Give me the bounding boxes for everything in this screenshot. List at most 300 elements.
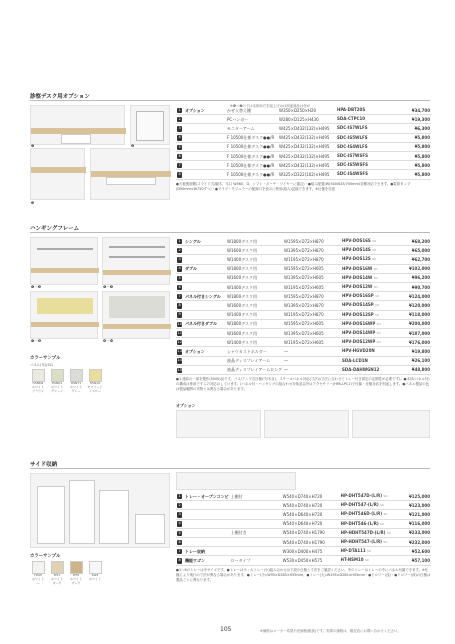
product-tag: SD [386, 530, 391, 535]
table-row [176, 556, 431, 565]
row-number-badge: 6 [178, 284, 181, 289]
product-code: HPV-DOS14SP SD [342, 302, 380, 308]
table-row [176, 152, 431, 161]
product-category: パネル付きシングル [185, 293, 221, 299]
product-size: W425×D432(132)×H495 [279, 125, 330, 131]
table-row [176, 365, 431, 374]
hanging-frame-image [30, 237, 98, 285]
swatch-code: FWW [34, 573, 42, 577]
product-category [184, 142, 226, 151]
table-row [176, 492, 431, 501]
page-number: 105 [220, 626, 232, 633]
product-size: W540×D740×H720 [282, 502, 323, 508]
product-description: かぜ入替え棚 [227, 107, 251, 113]
product-category [184, 501, 230, 510]
product-description: W1400デスク用 [227, 284, 257, 290]
product-code: SDC-IS7WLFS [337, 125, 368, 131]
product-tag: SD [380, 503, 385, 508]
row-number-badge: 2 [178, 248, 181, 252]
product-price: ¥19,300 [411, 116, 430, 122]
table-row [176, 124, 431, 133]
product-price: ¥65,000 [411, 247, 430, 253]
product-description: モニターアーム [227, 125, 255, 131]
swatch-code: HSN71 [70, 381, 82, 385]
product-code: HPV-HGVD20N [342, 348, 375, 354]
product-description [230, 538, 282, 547]
product-description [230, 519, 282, 528]
desk-option-image [90, 148, 170, 200]
product-size: W1395×D72×H870 [284, 247, 324, 253]
product-price: ¥120,000 [408, 302, 430, 308]
row-number-badge: 14 [177, 358, 182, 363]
product-category [184, 356, 226, 365]
product-size: W1595×D72×H605 [284, 266, 324, 272]
table-row [176, 329, 431, 338]
spec-note: ●1 連結の一部を製作(5000)品です。バス/アンプ式仕様(中/木目)、スチールパネル対応(寸法は寸法に合わせてトレー付き固定の定期性が必要です)。●本体(パネル付)の構成は専用ですらの対応はしています。(パネル付・ハンギングの組合わせ対象品以外はアクセサリー(HPA-LPC1)で付属・仕様対応を別途します。●パネル製品の色は製品範囲の実物とは異なる場合があります。 [176, 377, 430, 392]
product-code: HPV-DOS14WP SD [342, 330, 381, 336]
product-description: F 10500仕様デスク●●/R [227, 144, 275, 150]
swatch-code: HSN1U [89, 381, 101, 385]
product-size: W540×D740×H1790 [282, 539, 325, 545]
color-sample-title: カラーサンプル [30, 356, 61, 361]
swatch-label: ホワイト ― [32, 576, 44, 585]
product-category: オプション [185, 348, 205, 354]
table-row [176, 292, 431, 301]
row-number-badge: 7 [178, 294, 181, 299]
product-size: W1595×D72×H605 [284, 321, 324, 327]
row-number-badge: 3 [178, 512, 181, 517]
row-number-badge: 6 [178, 539, 181, 544]
product-tag: SD [376, 331, 381, 336]
product-price: ¥90,700 [411, 284, 430, 290]
row-number-badge: 3 [178, 257, 181, 262]
swatch-label: ホワイト [89, 576, 101, 581]
product-tag: SD [376, 340, 381, 345]
product-code: HPV-DOS12S SD [342, 256, 377, 262]
product-description [230, 501, 282, 510]
product-code: HP-DHT546D-(L/R) SD [340, 511, 388, 517]
product-size: W300×D400×H475 [282, 548, 323, 554]
caption: ※❶～❼のでは本体両方を組上げはは別途商品は付が [230, 104, 311, 108]
product-size: W1395×D72×H870 [284, 302, 324, 308]
product-category: パネル付きダブル [185, 321, 217, 327]
product-code: HP-DHT547D-(L/R) SD [340, 493, 388, 498]
row-number-badge: 12 [177, 340, 182, 345]
row-number-badge: 5 [178, 530, 181, 535]
product-tag: SD [375, 294, 380, 299]
product-tag: SD [375, 312, 380, 317]
row-number-badge: 8 [178, 172, 181, 177]
table-row [176, 547, 431, 556]
product-description [230, 547, 282, 556]
tray-image [176, 472, 296, 490]
swatch-label: ホワイト ブラウン [31, 384, 44, 393]
product-price: ¥118,000 [408, 312, 430, 318]
table-row [176, 115, 431, 124]
table-row [176, 264, 431, 273]
swatch-code: MT1 [53, 573, 61, 577]
product-code: SDA-DAHWGN12 [342, 366, 380, 372]
row-number-badge: 2 [178, 117, 181, 121]
product-description: 液晶ディスプレイアームロング [227, 367, 282, 373]
product-price: ¥121,000 [408, 511, 430, 517]
figure-label: ❼～❽ [31, 339, 42, 343]
product-price: ¥68,200 [411, 238, 430, 244]
product-description: F 10500仕様デスク●●/R [227, 135, 275, 141]
product-price: ¥48,800 [411, 367, 430, 373]
product-code: HP-DHT547-(L/R) SD [340, 502, 385, 508]
product-category [184, 246, 226, 255]
product-size: W1195×D72×H870 [284, 256, 324, 262]
product-description: F 10500仕様デスク●●/R [227, 171, 275, 177]
side-storage-image [30, 473, 170, 548]
product-price: ¥52,600 [411, 548, 430, 554]
product-description: W1400デスク用 [227, 256, 257, 262]
product-size: W1595×D72×H870 [284, 293, 324, 299]
color-swatch-item [30, 369, 46, 393]
product-category [184, 133, 226, 142]
product-code: HPV-DOS16W SD [342, 265, 378, 271]
product-description: PCハンガー [227, 116, 249, 122]
hanging-frame-image [102, 237, 170, 285]
swatch-label: モスリート イエロー [87, 384, 103, 393]
color-swatch-item [68, 561, 84, 585]
section-rule [30, 468, 430, 469]
product-description: 液晶ディスプレイアーム [227, 358, 271, 364]
product-price: ¥5,800 [414, 144, 430, 150]
table-row [176, 273, 431, 282]
swatch-code: SW4 [91, 573, 99, 577]
table-row [176, 510, 431, 519]
spec-table-side [176, 492, 431, 583]
row-number-badge: 1 [178, 238, 181, 243]
product-category [184, 329, 226, 338]
product-category: トレー・オープンコンビ [185, 493, 229, 499]
row-number-badge: 3 [178, 126, 181, 131]
product-price: ¥5,800 [414, 171, 430, 177]
product-tag: SD [373, 266, 378, 271]
product-category [184, 115, 226, 124]
product-category [184, 510, 230, 519]
product-description [230, 510, 282, 519]
product-size: W530×D450×H575 [282, 557, 323, 563]
product-size: W1195×D72×H605 [284, 339, 324, 345]
product-category [184, 310, 226, 319]
product-price: ¥26,100 [411, 358, 430, 364]
product-description: F 10500仕様デスク●●/R [227, 162, 275, 168]
product-tag: SD [372, 248, 377, 253]
row-number-badge: 10 [177, 321, 182, 326]
spec-note: ●天板裏面側(スライド式/幅木、木口 W560、D、シフト・ポーチ・ワイヤーに適合)・●組み配置(W(500/625/750mm)各種対応できます。●電源タップ(D90mm×W750ずつ)・●プラグ・モジュラーの配線口を表示に使用(組み)記録できます。※仕様を変更 [176, 181, 411, 191]
spec-table-exam [176, 106, 431, 192]
figure-label: ❷ [131, 144, 135, 148]
product-category: オプション [185, 107, 205, 113]
product-category [184, 152, 226, 161]
row-number-badge: 13 [177, 349, 182, 354]
table-row [176, 347, 431, 356]
color-swatch-item [87, 561, 103, 585]
product-category [184, 255, 226, 264]
table-row [176, 301, 431, 310]
product-price: ¥102,000 [408, 266, 430, 272]
product-category [184, 538, 230, 547]
section-rule [30, 100, 430, 101]
option-label: オプション [176, 403, 196, 408]
table-row [176, 142, 431, 151]
product-size: W1595×D72×H870 [284, 238, 324, 244]
product-category [184, 161, 226, 170]
row-number-badge: 4 [178, 135, 181, 140]
row-number-badge: 9 [178, 312, 181, 317]
product-tag: SD [364, 558, 369, 563]
product-size: ― [284, 358, 288, 364]
product-tag: SD [373, 275, 378, 280]
section-rule [30, 232, 430, 233]
section-title-exam: 診察デスク用オプション [30, 94, 90, 100]
product-category [184, 338, 226, 347]
swatch-row [30, 369, 103, 393]
product-description: シャウカストホルダー [227, 348, 267, 354]
row-number-badge: 8 [178, 303, 181, 308]
product-description: W1800デスク用 [227, 238, 257, 244]
product-category [184, 528, 230, 537]
product-price: ¥116,000 [408, 521, 430, 527]
product-code: HPV-DOS14S SD [342, 247, 377, 253]
product-description: W1400デスク用 [227, 312, 257, 318]
table-row [176, 501, 431, 510]
product-category [184, 301, 226, 310]
table-row [176, 319, 431, 328]
product-tag: SD [372, 257, 377, 262]
product-price: ¥19,800 [411, 348, 430, 354]
product-size: W425×D432(132)×H495 [279, 162, 330, 168]
color-swatch-item [49, 369, 65, 393]
product-code: SDC-IS5WSFS [337, 162, 368, 168]
hanging-frame-image [102, 291, 170, 339]
swatch-row [30, 561, 103, 585]
swatch-code: HSND1 [51, 381, 63, 385]
product-description: 上棚付き [230, 530, 247, 536]
product-price: ¥124,000 [408, 293, 430, 299]
product-price: ¥176,000 [408, 339, 430, 345]
table-row [176, 246, 431, 255]
swatch-label: ホワイト グリーン [51, 384, 63, 393]
product-size: W540×D640×H720 [282, 511, 323, 517]
product-category [184, 519, 230, 528]
product-description: W1600デスク用 [227, 275, 257, 281]
product-price: ¥123,000 [408, 502, 430, 508]
figure-label: ❾～❿ [103, 339, 114, 343]
row-number-badge: 2 [178, 503, 181, 507]
product-code: SDC-IS4WLFS [337, 143, 368, 149]
option-image [176, 410, 261, 438]
table-row [176, 356, 431, 365]
table-row [176, 133, 431, 142]
row-number-badge: 7 [178, 549, 181, 554]
color-swatch-item [87, 369, 103, 393]
product-size: W1195×D72×H870 [284, 312, 324, 318]
swatch-label: ホワイト グレー [70, 384, 82, 393]
swatch-code: HSNM1 [32, 381, 44, 385]
product-price: ¥187,000 [408, 330, 430, 336]
product-category [184, 170, 226, 179]
hanging-frame-image [30, 291, 98, 339]
product-code: SDC-IS5WLFS [337, 134, 368, 140]
product-code: SDC-IS7WSFS [337, 153, 368, 159]
color-swatch-item [49, 561, 65, 585]
color-swatch-item [68, 369, 84, 393]
table-row [176, 161, 431, 170]
swatch-label: ホワイト オーク [51, 576, 63, 585]
product-size: ― [284, 367, 288, 373]
product-description: W1600デスク用 [227, 330, 257, 336]
figure-label: ❸ [31, 201, 35, 205]
row-number-badge: 15 [177, 367, 182, 372]
product-code: HPV-DOS12W SD [342, 284, 378, 290]
product-size: W1395×D72×H605 [284, 275, 324, 281]
color-sample-sub: パネル(布)(SC) [30, 363, 54, 367]
product-price: ¥34,700 [411, 107, 430, 113]
spec-note: ●1～6のトレーは中サイズです。●トレーは小・大トレー(小)組み合わせは下段の仕様と寸法をご確認ください。中のトレーはトレーの中にパネル付属できます。※仕様により奥行の寸法が異なる場合があります。●トレー(小):W95×D285×H55mm、●トレー(大):W195×D285×H55mm・●ドロワー(浅)・●ドロワー(深)の仕様は製品ごとに異なります。 [176, 567, 431, 582]
product-code: HPA-DBT20S [337, 107, 366, 112]
product-size: W1195×D72×H605 [284, 284, 324, 290]
figure-label: ❹～❺ [103, 285, 114, 289]
product-category [184, 273, 226, 282]
product-category [184, 283, 226, 292]
desk-option-image [130, 105, 170, 145]
product-tag: SD [372, 239, 377, 243]
product-description: ロータイプ [230, 557, 251, 563]
product-code: SDA-LCD1N [342, 357, 368, 363]
product-price: ¥5,800 [414, 135, 430, 141]
color-swatch-item [30, 561, 46, 585]
row-number-badge: 11 [177, 330, 182, 335]
figure-label: ❶ [31, 144, 35, 148]
row-number-badge: 5 [178, 144, 181, 149]
table-row [176, 310, 431, 319]
product-category [184, 365, 226, 374]
product-size: W425×D432(132)×H495 [279, 144, 330, 150]
option-image [264, 410, 349, 438]
product-size: W280×D125×H430 [279, 116, 319, 122]
product-code: HPV-DOS12WP SD [342, 339, 381, 345]
product-price: ¥232,000 [408, 539, 430, 545]
product-category: トレー収納 [185, 548, 205, 554]
table-row [176, 519, 431, 528]
row-number-badge: 6 [178, 153, 181, 158]
option-image [352, 410, 430, 438]
product-price: ¥62,700 [411, 256, 430, 262]
table-row [176, 338, 431, 347]
desk-option-image [30, 105, 125, 145]
product-tag: SD [375, 303, 380, 308]
product-category: シングル [185, 238, 201, 244]
product-code: HP-HDHT547D-(L/R) SD [340, 529, 391, 535]
product-price: ¥233,000 [408, 530, 430, 536]
section-title-side: サイド収納 [30, 462, 58, 468]
desk-option-image [30, 148, 85, 200]
product-size: ― [284, 348, 288, 354]
swatch-code: MT5 [72, 573, 80, 577]
product-size: W540×D740×H720 [282, 493, 323, 499]
row-number-badge: 8 [178, 558, 181, 563]
product-description: W1600デスク用 [227, 247, 257, 253]
product-description: W1800デスク用 [227, 321, 257, 327]
product-description: F 10500仕様デスク●●/R [227, 153, 275, 159]
product-tag: SD [380, 521, 385, 526]
product-code: HP-HDHT547-(L/R) SD [340, 539, 388, 545]
product-tag: SD [383, 494, 388, 498]
product-size: W425×D432(132)×H495 [279, 135, 330, 141]
table-row [176, 170, 431, 179]
product-category [184, 124, 226, 133]
row-number-badge: 4 [178, 266, 181, 271]
product-code: SDA-CTPC10 [337, 116, 366, 122]
table-row [176, 538, 431, 547]
product-price: ¥200,000 [408, 321, 430, 327]
product-code: HPV-DOS16S SD [342, 238, 377, 243]
product-price: ¥5,800 [414, 162, 430, 168]
row-number-badge: 4 [178, 521, 181, 526]
product-description: W1400デスク用 [227, 339, 257, 345]
table-row [176, 255, 431, 264]
product-price: ¥96,200 [411, 275, 430, 281]
product-description: W1800デスク用 [227, 266, 257, 272]
row-number-badge: 1 [178, 107, 181, 112]
product-code: HPV-DOS16WP SD [342, 320, 381, 326]
product-size: W350×D250×H20 [279, 107, 317, 113]
product-description: W1600デスク用 [227, 302, 257, 308]
table-row [176, 283, 431, 292]
product-price: ¥5,800 [414, 153, 430, 159]
spec-table-hanging [176, 237, 431, 392]
product-code: HP-DHT546-(L/R) SD [340, 520, 385, 526]
color-sample-title: カラーサンプル [30, 554, 61, 559]
product-code: HP-DTA111 SD [340, 548, 372, 554]
product-price: ¥125,000 [408, 493, 430, 499]
product-code: HPV-DOS16SP SD [342, 293, 380, 299]
product-description: W1800デスク用 [227, 293, 257, 299]
row-number-badge: 7 [178, 163, 181, 168]
product-price: ¥6,300 [414, 125, 430, 131]
table-row [176, 237, 431, 246]
figure-label: ❶～❸ [31, 285, 42, 289]
product-size: W425×D432(132)×H495 [279, 153, 330, 159]
product-code: HPV-DOS12SP SD [342, 311, 380, 317]
product-size: W1395×D72×H605 [284, 330, 324, 336]
product-price: ¥57,100 [411, 557, 430, 563]
section-title-hanging: ハンギングフレーム [30, 226, 80, 232]
product-tag: SD [373, 285, 378, 290]
row-number-badge: 1 [178, 493, 181, 498]
product-category: ダブル [185, 266, 197, 272]
product-code: SDC-IS4WSFS [337, 171, 368, 177]
product-code: HT-NSM10 SD [340, 557, 369, 563]
product-tag: SD [383, 540, 388, 545]
product-size: W325×D322(102)×H495 [279, 171, 330, 177]
product-tag: SD [383, 512, 388, 517]
product-code: HPV-DOS14W SD [342, 274, 378, 280]
product-description: 上棚付 [230, 493, 243, 499]
swatch-label: ホワイト オーク [70, 576, 82, 585]
product-category: 機能ワゴン [185, 557, 205, 563]
row-number-badge: 5 [178, 275, 181, 280]
product-tag: SD [376, 321, 381, 326]
table-row [176, 106, 431, 115]
table-row [176, 528, 431, 537]
footer-note: ※価格はメーカー希望小売価格(税抜)です。実際の価格は、販売店にお問い合わせください。 [260, 629, 401, 633]
product-tag: SD [367, 549, 372, 554]
